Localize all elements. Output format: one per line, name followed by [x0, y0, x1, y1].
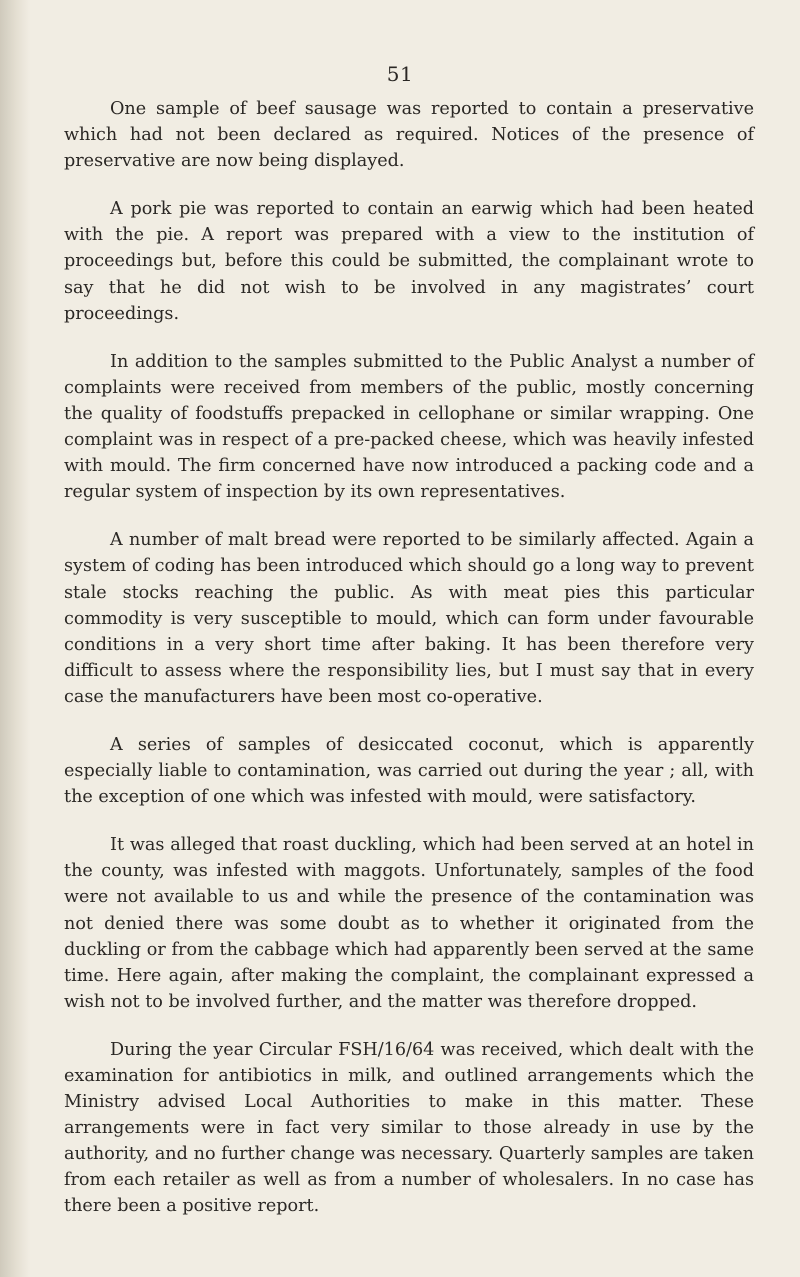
paragraph-antibiotics-milk: During the year Circular FSH/16/64 was received, which dealt with the examination for antibiotics in milk, and outlined arrangements which the Ministry advised Local Authorities to make in this matter. These arrangements were in fact very similar to those already in use by the authority, and no further change was necessary. Quarterly samples are taken from each retailer as well as from a number of wholesalers. In no case has there been a positive report.	[64, 1039, 754, 1217]
paragraph-pork-pie: A pork pie was reported to contain an earwig which had been heated with the pie. A report was prepared with a view to the institution of proceedings but, before this could be submitted, the complainant wrote to say that he did not wish to be involved in any magistrates’ court proceedings.	[64, 199, 754, 324]
document-body	[64, 96, 754, 1242]
paragraph-desiccated-coconut: A series of samples of desiccated coconut, which is apparently especially liable to contamination, was carried out during the year ; all, with the exception of one which was infested with mould, were satisfactory.	[64, 734, 754, 808]
paragraph-malt-bread: A number of malt bread were reported to be similarly affected. Again a system of coding has been introduced which should go a long way to prevent stale stocks reaching the public. As with meat pies this particular commodity is very susceptible to mould, which can form under favourable conditions in a very short time after baking. It has been therefore very difficult to assess where the responsibility lies, but I must say that in every case the manufacturers have been most co-operative.	[64, 530, 754, 707]
paragraph-roast-duckling: It was alleged that roast duckling, which had been served at an hotel in the county, was infested with maggots. Unfortunately, samples of the food were not available to us and while the presence of the contamination was not denied there was some doubt as to whether it originated from the duckling or from the cabbage which had apparently been served at the same time. Here again, after making the complaint, the complainant expressed a wish not to be involved further, and the matter was therefore dropped.	[64, 835, 754, 1012]
page-edge-shadow	[0, 0, 30, 1277]
paragraph-public-complaints: In addition to the samples submitted to the Public Analyst a number of complaints were received from members of the public, mostly concerning the quality of foodstuffs prepacked in cellophane or similar wrapping. One complaint was in respect of a pre-packed cheese, which was heavily infested with mould. The firm concerned have now introduced a packing code and a regular system of inspection by its own representatives.	[64, 351, 754, 503]
page-number: 51	[386, 62, 414, 86]
paragraph-beef-sausage: One sample of beef sausage was reported to contain a preservative which had not been declared as required. Notices of the presence of preservative are now being displayed.	[64, 99, 754, 172]
